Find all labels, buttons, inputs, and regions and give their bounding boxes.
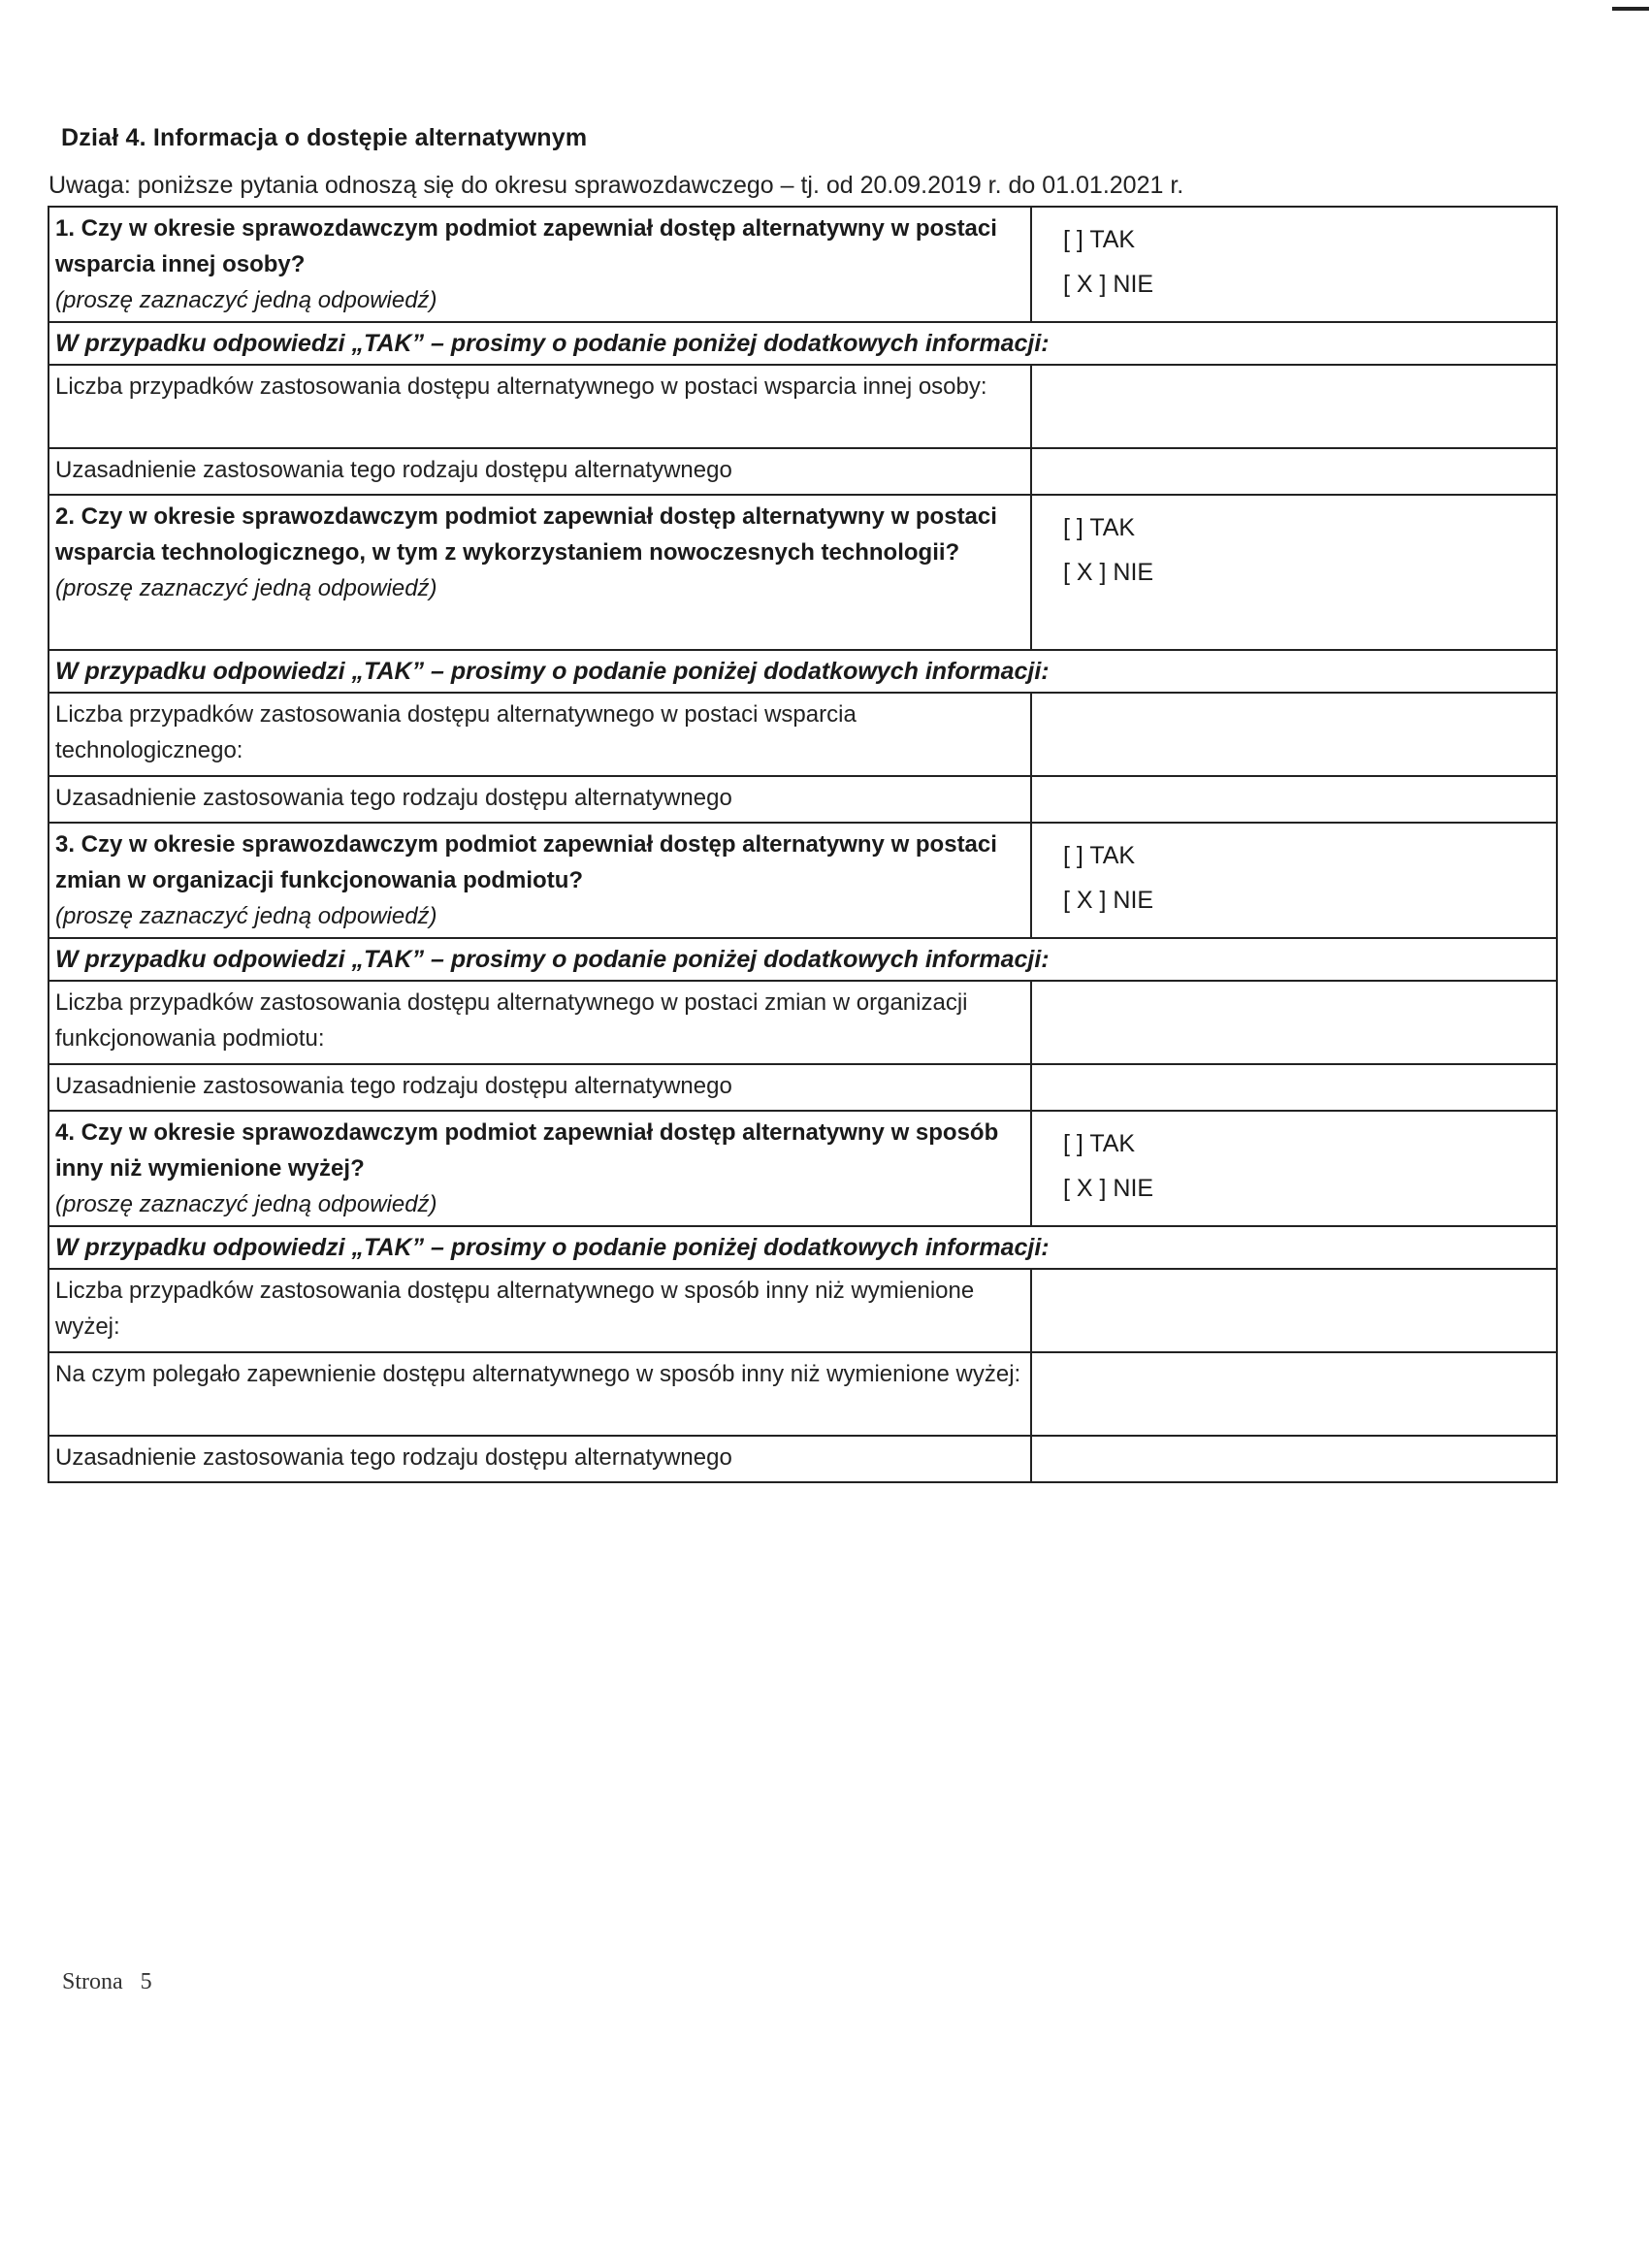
followup-header: W przypadku odpowiedzi „TAK” – prosimy o podanie poniżej dodatkowych informacji:	[48, 1226, 1557, 1269]
answer-cell	[1031, 1111, 1557, 1226]
detail-label: Uzasadnienie zastosowania tego rodzaju dostępu alternatywnego	[48, 776, 1031, 823]
question-text: 4. Czy w okresie sprawozdawczym podmiot zapewniał dostęp alternatywny w sposób inny niż wymienione wyżej?	[55, 1119, 999, 1182]
followup-header: W przypadku odpowiedzi „TAK” – prosimy o podanie poniżej dodatkowych informacji:	[48, 938, 1557, 981]
answer-cell	[1031, 207, 1557, 322]
detail-row	[48, 1352, 1557, 1436]
followup-header: W przypadku odpowiedzi „TAK” – prosimy o podanie poniżej dodatkowych informacji:	[48, 650, 1557, 693]
question-text: 2. Czy w okresie sprawozdawczym podmiot zapewniał dostęp alternatywny w postaci wsparcia technologicznego, w tym z wykorzystaniem nowoczesnych technologii?	[55, 503, 997, 566]
detail-row	[48, 1064, 1557, 1111]
section-heading: Dział 4. Informacja o dostępie alternatywnym	[61, 124, 588, 151]
question-cell	[48, 207, 1031, 322]
question-row	[48, 207, 1557, 322]
option-tak-checkbox[interactable]: [ ] TAK	[1063, 226, 1136, 253]
question-row	[48, 823, 1557, 938]
detail-row	[48, 1269, 1557, 1352]
option-tak-checkbox[interactable]: [ ] TAK	[1063, 1130, 1136, 1157]
detail-label: Liczba przypadków zastosowania dostępu alternatywnego w sposób inny niż wymienione wyżej:	[48, 1269, 1031, 1352]
question-hint: (proszę zaznaczyć jedną odpowiedź)	[55, 1191, 437, 1217]
detail-answer-field[interactable]	[1031, 1064, 1557, 1111]
option-nie-checkbox[interactable]: [ X ] NIE	[1063, 559, 1154, 586]
detail-label: Uzasadnienie zastosowania tego rodzaju dostępu alternatywnego	[48, 1064, 1031, 1111]
page-footer	[62, 1969, 152, 1995]
question-row	[48, 1111, 1557, 1226]
detail-row	[48, 981, 1557, 1064]
detail-answer-field[interactable]	[1031, 1436, 1557, 1482]
detail-answer-field[interactable]	[1031, 693, 1557, 776]
detail-label: Uzasadnienie zastosowania tego rodzaju dostępu alternatywnego	[48, 1436, 1031, 1482]
detail-answer-field[interactable]	[1031, 448, 1557, 495]
question-text: 1. Czy w okresie sprawozdawczym podmiot zapewniał dostęp alternatywny w postaci wsparcia innej osoby?	[55, 215, 997, 277]
detail-row	[48, 1436, 1557, 1482]
answer-cell	[1031, 823, 1557, 938]
detail-answer-field[interactable]	[1031, 1269, 1557, 1352]
question-hint: (proszę zaznaczyć jedną odpowiedź)	[55, 575, 437, 601]
question-cell	[48, 1111, 1031, 1226]
detail-answer-field[interactable]	[1031, 365, 1557, 448]
page-number: 5	[140, 1969, 152, 1994]
detail-answer-field[interactable]	[1031, 1352, 1557, 1436]
question-hint: (proszę zaznaczyć jedną odpowiedź)	[55, 903, 437, 929]
detail-label: Uzasadnienie zastosowania tego rodzaju dostępu alternatywnego	[48, 448, 1031, 495]
question-cell	[48, 823, 1031, 938]
detail-row	[48, 693, 1557, 776]
question-text: 3. Czy w okresie sprawozdawczym podmiot zapewniał dostęp alternatywny w postaci zmian w organizacji funkcjonowania podmiotu?	[55, 831, 997, 893]
detail-answer-field[interactable]	[1031, 776, 1557, 823]
detail-label: Liczba przypadków zastosowania dostępu alternatywnego w postaci wsparcia innej osoby:	[48, 365, 1031, 448]
detail-answer-field[interactable]	[1031, 981, 1557, 1064]
detail-label: Liczba przypadków zastosowania dostępu alternatywnego w postaci zmian w organizacji funkcjonowania podmiotu:	[48, 981, 1031, 1064]
option-nie-checkbox[interactable]: [ X ] NIE	[1063, 1175, 1154, 1202]
option-nie-checkbox[interactable]: [ X ] NIE	[1063, 271, 1154, 298]
question-row	[48, 495, 1557, 650]
followup-header-row	[48, 322, 1557, 365]
reporting-period-note: Uwaga: poniższe pytania odnoszą się do okresu sprawozdawczego – tj. od 20.09.2019 r. do 01.01.2021 r.	[48, 172, 1184, 199]
followup-header: W przypadku odpowiedzi „TAK” – prosimy o podanie poniżej dodatkowych informacji:	[48, 322, 1557, 365]
scan-edge-mark	[1612, 7, 1649, 11]
page-label: Strona	[62, 1969, 123, 1994]
detail-row	[48, 448, 1557, 495]
option-tak-checkbox[interactable]: [ ] TAK	[1063, 842, 1136, 869]
detail-row	[48, 776, 1557, 823]
followup-header-row	[48, 938, 1557, 981]
detail-row	[48, 365, 1557, 448]
detail-label: Na czym polegało zapewnienie dostępu alternatywnego w sposób inny niż wymienione wyżej:	[48, 1352, 1031, 1436]
followup-header-row	[48, 650, 1557, 693]
form-body	[48, 207, 1557, 1482]
question-cell	[48, 495, 1031, 650]
answer-cell	[1031, 495, 1557, 650]
followup-header-row	[48, 1226, 1557, 1269]
option-tak-checkbox[interactable]: [ ] TAK	[1063, 514, 1136, 541]
option-nie-checkbox[interactable]: [ X ] NIE	[1063, 887, 1154, 914]
alternative-access-form	[48, 206, 1558, 1483]
question-hint: (proszę zaznaczyć jedną odpowiedź)	[55, 287, 437, 313]
detail-label: Liczba przypadków zastosowania dostępu alternatywnego w postaci wsparcia technologicznego:	[48, 693, 1031, 776]
